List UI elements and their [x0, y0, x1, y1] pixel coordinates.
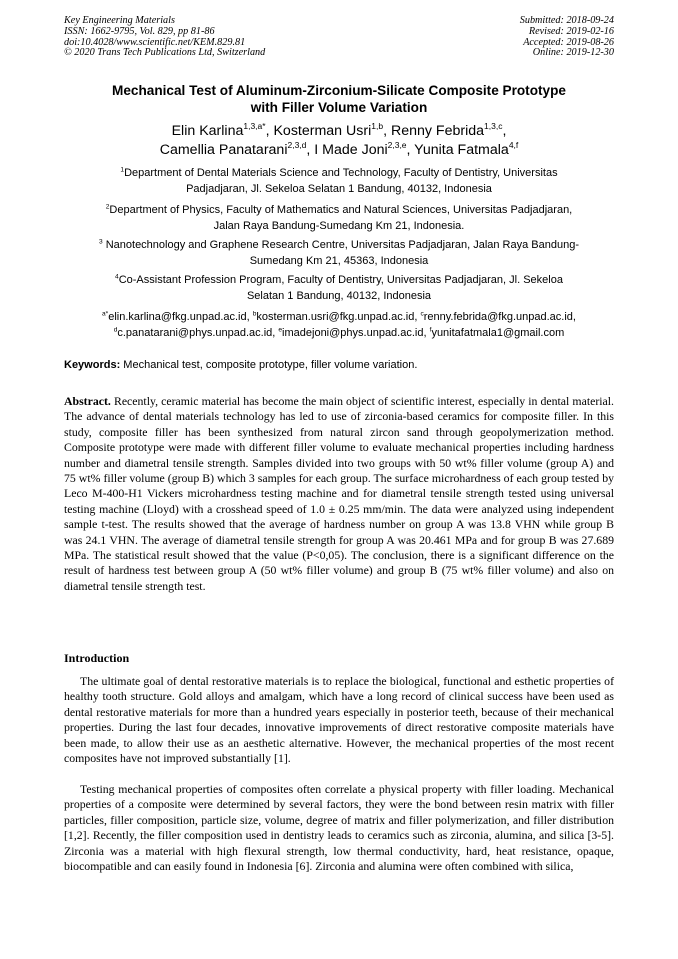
- author-name: Kosterman Usri: [273, 123, 372, 139]
- author-line: [50, 141, 628, 160]
- email-address: yunitafatmala1@gmail.com: [431, 326, 565, 339]
- paper-title: [50, 82, 628, 116]
- author-affil-sup: 4,f: [508, 140, 519, 151]
- author-affil-sup: 2,3,e: [387, 140, 407, 151]
- email-address: renny.febrida@fkg.unpad.ac.id,: [423, 311, 576, 323]
- email-address: c.panatarani@phys.unpad.ac.id,: [117, 326, 279, 339]
- author-emails: [50, 310, 628, 341]
- affil-text: Department of Physics, Faculty of Mathematics and Natural Sciences, Universitas Padjadjaran,: [109, 204, 573, 216]
- author-sep: ,: [265, 123, 274, 139]
- affil-text: Department of Dental Materials Science and Technology, Faculty of Dentistry, Universitas: [124, 167, 558, 179]
- author-affil-sup: 2,3,d: [287, 140, 307, 151]
- author-sep: ,: [502, 123, 507, 139]
- author-name: Renny Febrida: [390, 123, 485, 139]
- affil-text: Jalan Raya Bandung-Sumedang Km 21, Indonesia.: [213, 219, 465, 232]
- email-line: [50, 310, 628, 326]
- email-sup: d: [113, 325, 118, 333]
- date-accepted: Accepted: 2019-08-26: [523, 36, 614, 48]
- affil-text: Co-Assistant Profession Program, Faculty of Dentistry, Universitas Padjadjaran, Jl. Sekeloa: [118, 274, 563, 286]
- date-revised: Revised: 2019-02-16: [528, 25, 614, 37]
- email-sup: a*: [102, 310, 109, 318]
- title-line: with Filler Volume Variation: [250, 100, 428, 115]
- author-line: [50, 122, 628, 141]
- author-sep: ,: [406, 142, 415, 158]
- author-name: Elin Karlina: [171, 123, 244, 139]
- email-sup: c: [420, 310, 424, 318]
- journal-info: [64, 16, 265, 59]
- author-affil-sup: 1,b: [371, 121, 384, 132]
- author-list: [50, 122, 628, 160]
- author-name: Camellia Panatarani: [159, 142, 288, 158]
- email-sup: e: [278, 325, 283, 333]
- email-line: [50, 326, 628, 342]
- intro-paragraph-2: Testing mechanical properties of composites often correlate a physical property with filler loading. Mechanical properties of a composite were determined by several factors, they were the bond between resin matrix with filler particles, filler composition, particle size, volume, degree of matrix and filler polymerization, and filler distribution [1,2]. Recently, the filler composition used in dentistry leads to ceramics such as zirconia, alumina, and silica [3-5]. Zirconia was a material with high flexural strength, low thermal conductivity, hard, heat resistance, opaque, biocompatible and can easily found in Indonesia [6]. Zirconia and alumina were often combined with silica,: [64, 782, 614, 874]
- email-address: elin.karlina@fkg.unpad.ac.id,: [108, 311, 253, 323]
- intro-paragraph-1: The ultimate goal of dental restorative materials is to replace the biological, functional and esthetic properties of healthy tooth structure. Gold alloys and amalgam, which have a long record of clinical success have been used as dental restorative materials for more than a hundred years especially in posterior teeth, because of their mechanical properties. During the last four decades, innovative improvements of direct restorative composite materials have been made, to allow their use as an aesthetic alternative. However, the mechanical properties of the most recent composites have not improved substantially [1].: [64, 674, 614, 766]
- abstract-text: Recently, ceramic material has become the main object of scientific interest, especially in dental material. The advance of dental materials technology has led to use of zirconia-based ceramics for composite filler. In this study, composite filler has been synthesized from natural zircon sand through geopolymerization method. Composite prototype were made with different filler volume to evaluate mechanical properties including hardness number and diametral tensile strength. Samples divided into two groups with 50 wt% filler volume (group A) and 75 wt% filler volume (group B) which 3 samples for each group. The surface microhardness of each group tested by Leco M-400-H1 Vickers microhardness testing machine and for diametral tensile strength tested using universal testing machine (Lloyd) with a crosshead speed of 1.0 ± 0.25 mm/min. The data were analyzed using independent sample t-test. The results showed that the average of hardness number on group A was 13.8 VHN while group B was 24.1 VHN. The average of diametral tensile strength for group A was 20.461 MPa and for group B was 27.689 MPa. The statistical result showed that the value (P<0,05). The conclusion, there is a significant difference on the result of hardness test between group A (50 wt% filler volume) and group B (75 wt% filler volume) and also on diametral tensile strength test.: [64, 394, 614, 593]
- abstract: [64, 394, 614, 594]
- author-affil-sup: 1,3,a*: [243, 121, 266, 132]
- email-address: kosterman.usri@fkg.unpad.ac.id,: [256, 311, 421, 323]
- title-line: Mechanical Test of Aluminum-Zirconium-Silicate Composite Prototype: [112, 83, 566, 98]
- email-address: imadejoni@phys.unpad.ac.id,: [282, 326, 430, 339]
- affil-text: Selatan 1 Bandung, 40132, Indonesia: [246, 289, 432, 302]
- abstract-label: Abstract.: [64, 394, 111, 408]
- author-sep: ,: [306, 142, 315, 158]
- affiliation-4: [66, 273, 612, 304]
- date-online: Online: 2019-12-30: [532, 47, 614, 59]
- author-affil-sup: 1,3,c: [484, 121, 503, 132]
- affil-number: 3: [98, 238, 103, 246]
- affil-text: Sumedang Km 21, 45363, Indonesia: [249, 254, 429, 267]
- affil-text: Padjadjaran, Jl. Sekeloa Selatan 1 Bandung, 40132, Indonesia: [186, 182, 492, 195]
- submission-dates: [520, 16, 614, 59]
- section-heading-introduction: Introduction: [64, 651, 130, 665]
- affiliation-2: [66, 203, 612, 234]
- keywords: [64, 358, 614, 373]
- journal-doi: doi:10.4028/www.scientific.net/KEM.829.81: [64, 36, 246, 48]
- keywords-label: Keywords:: [64, 359, 121, 371]
- affiliation-3: [66, 238, 612, 269]
- affil-text: Nanotechnology and Graphene Research Centre, Universitas Padjadjaran, Jalan Raya Bandung-: [102, 239, 580, 251]
- keywords-text: Mechanical test, composite prototype, filler volume variation.: [120, 359, 418, 371]
- author-name: Yunita Fatmala: [414, 142, 509, 158]
- journal-issn: ISSN: 1662-9795, Vol. 829, pp 81-86: [64, 25, 215, 37]
- author-name: I Made Joni: [314, 142, 388, 158]
- email-sup: b: [252, 310, 257, 318]
- affil-number: 4: [115, 273, 119, 281]
- journal-name: Key Engineering Materials: [64, 15, 175, 26]
- affil-number: 2: [105, 203, 110, 211]
- email-sup: f: [429, 325, 432, 333]
- date-submitted: Submitted: 2018-09-24: [519, 15, 614, 26]
- author-sep: ,: [383, 123, 391, 139]
- affiliation-1: [66, 166, 612, 197]
- journal-copyright: © 2020 Trans Tech Publications Ltd, Switzerland: [64, 47, 266, 59]
- affil-number: 1: [120, 166, 125, 174]
